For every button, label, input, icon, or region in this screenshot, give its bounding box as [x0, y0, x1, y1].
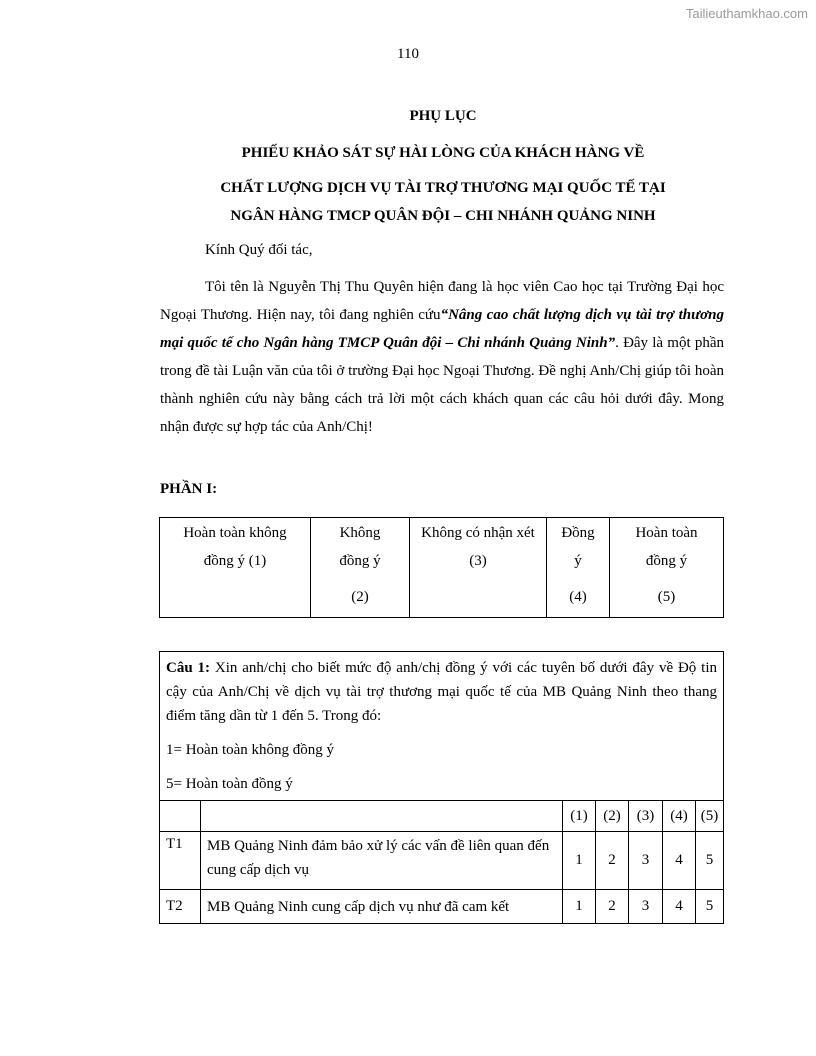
score-option[interactable]: 2 — [596, 832, 629, 890]
row-code: T2 — [160, 890, 201, 924]
survey-title-line-1: PHIẾU KHẢO SÁT SỰ HÀI LÒNG CỦA KHÁCH HÀNG VỀ — [241, 145, 645, 161]
score-option[interactable]: 3 — [629, 832, 663, 890]
score-option[interactable]: 5 — [696, 890, 724, 924]
scale-code-4: (4) — [569, 589, 587, 605]
scale-code-3: (3) — [469, 553, 487, 569]
row-code: T1 — [160, 832, 201, 890]
header-col-2: (2) — [596, 801, 629, 832]
table-row — [160, 890, 724, 924]
header-empty-statement — [201, 801, 563, 832]
header-col-1: (1) — [563, 801, 596, 832]
question-1-prompt — [166, 656, 717, 728]
scale-cell-4 — [547, 518, 610, 618]
legend-5: 5= Hoàn toàn đồng ý — [166, 776, 293, 792]
header-empty-code — [160, 801, 201, 832]
header-col-4: (4) — [663, 801, 696, 832]
part-heading: PHẦN I: — [160, 481, 218, 497]
thesis-title-emphasis: “Nâng cao chất lượng dịch vụ tài trợ thương mại quốc tế cho Ngân hàng TMCP Quân đội – Chi nhánh Quảng Ninh” — [160, 307, 724, 351]
table-row — [160, 832, 724, 890]
header-col-3: (3) — [629, 801, 663, 832]
question-1-text: Xin anh/chị cho biết mức độ anh/chị đồng ý với các tuyên bố dưới đây về Độ tin cậy của Anh/Chị về dịch vụ tài trợ thương mại quốc tế của MB Quảng Ninh theo thang điểm tăng dần từ 1 đến 5. Trong đó: — [166, 660, 717, 724]
scale-cell-5 — [610, 518, 724, 618]
scale-label-4: Đồng ý — [561, 525, 595, 569]
question-1-intro — [160, 652, 724, 801]
scale-label-3: Không có nhận xét — [421, 525, 535, 541]
score-option[interactable]: 1 — [563, 832, 596, 890]
intro-text-start: Tôi tên là Nguyễn Thị Thu Quyên hiện đang là học viên Cao học tại Trường Đại học Ngoại Thương. Hiện nay, tôi đang nghiên cứu — [160, 279, 724, 323]
row-statement: MB Quảng Ninh đảm bảo xử lý các vấn đề liên quan đến cung cấp dịch vụ — [201, 832, 563, 890]
header-col-5: (5) — [696, 801, 724, 832]
watermark-text: Tailieuthamkhao.com — [685, 6, 808, 21]
rating-scale-table — [159, 517, 724, 618]
legend-1: 1= Hoàn toàn không đồng ý — [166, 742, 335, 758]
salutation: Kính Quý đối tác, — [205, 242, 313, 258]
scale-label-5: Hoàn toàn đồng ý — [635, 525, 698, 569]
scale-label-1: Hoàn toàn không đồng ý (1) — [183, 525, 287, 569]
survey-title-line-2: CHẤT LƯỢNG DỊCH VỤ TÀI TRỢ THƯƠNG MẠI QUỐC TẾ TẠI — [220, 180, 666, 196]
scale-code-2: (2) — [351, 589, 369, 605]
score-option[interactable]: 3 — [629, 890, 663, 924]
scale-code-5: (5) — [657, 589, 676, 605]
scale-cell-2 — [311, 518, 410, 618]
score-option[interactable]: 1 — [563, 890, 596, 924]
appendix-title: PHỤ LỤC — [409, 108, 477, 124]
score-option[interactable]: 5 — [696, 832, 724, 890]
score-option[interactable]: 2 — [596, 890, 629, 924]
score-option[interactable]: 4 — [663, 890, 696, 924]
scale-cell-1 — [160, 518, 311, 618]
scale-label-2: Không đồng ý — [339, 525, 381, 569]
page-number: 110 — [397, 46, 419, 62]
question-1-table — [159, 651, 724, 924]
survey-title-line-3: NGÂN HÀNG TMCP QUÂN ĐỘI – CHI NHÁNH QUẢNG NINH — [230, 208, 656, 224]
row-statement: MB Quảng Ninh cung cấp dịch vụ như đã cam kết — [201, 890, 563, 924]
scale-cell-3 — [410, 518, 547, 618]
question-1-label: Câu 1: — [166, 660, 211, 676]
intro-paragraph — [160, 273, 724, 441]
score-option[interactable]: 4 — [663, 832, 696, 890]
intro-text-end: . Đây là một phần trong đề tài Luận văn của tôi ở trường Đại học Ngoại Thương. Đề nghị Anh/Chị giúp tôi hoàn thành nghiên cứu này bằng cách trả lời một cách khách quan các câu hỏi dưới đây. Mong nhận được sự hợp tác của Anh/Chị! — [160, 335, 724, 435]
